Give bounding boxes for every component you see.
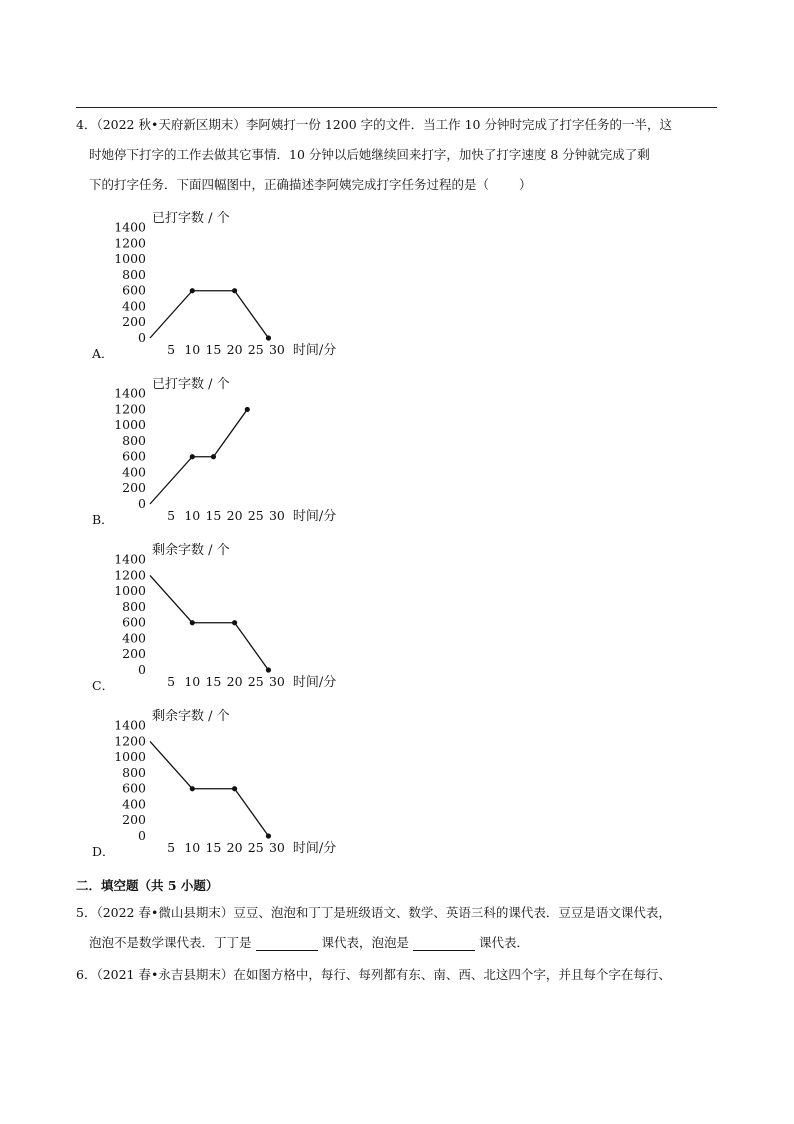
x-tick-label-25: 25 [247,840,264,855]
x-tick-label-25: 25 [247,674,264,689]
x-tick-label-30: 30 [268,674,285,689]
x-tick-label-25: 25 [247,508,264,523]
option-label: B． [92,512,114,524]
x-tick-label-5: 5 [167,508,176,523]
x-tick-label-20: 20 [226,342,243,357]
y-tick-label-1000: 1000 [114,251,146,267]
x-tick-label-5: 5 [167,840,176,855]
question-5-line-2: 泡泡不是数学课代表．丁丁是 课代表，泡泡是 课代表． [89,935,530,950]
series-line [150,409,247,504]
y-tick-label-0: 0 [138,496,146,511]
x-axis-label: 时间/分 [292,509,337,524]
x-tick-label-15: 15 [205,508,222,523]
y-tick-label-800: 800 [122,432,146,448]
x-tick-label-15: 15 [205,342,222,357]
y-tick-label-600: 600 [122,614,146,630]
series-line [150,575,268,670]
x-tick-label-30: 30 [268,508,285,523]
x-tick-label-5: 5 [167,342,176,357]
data-point-1 [190,454,195,459]
y-tick-label-400: 400 [122,298,146,314]
y-tick-label-800: 800 [122,598,146,614]
option-label: A． [92,346,114,358]
question-6 [76,967,726,983]
y-tick-label-200: 200 [122,812,146,828]
y-tick-label-200: 200 [122,646,146,662]
y-tick-label-600: 600 [122,282,146,298]
y-tick-label-600: 600 [122,780,146,796]
x-axis-label: 时间/分 [292,343,337,358]
x-tick-label-15: 15 [205,840,222,855]
x-tick-label-25: 25 [247,342,264,357]
y-tick-label-600: 600 [122,448,146,464]
answer-blank-paopao[interactable] [413,938,475,951]
x-tick-label-10: 10 [184,508,201,523]
y-tick-label-1000: 1000 [114,749,146,765]
data-point-2 [211,454,216,459]
y-tick-label-400: 400 [122,630,146,646]
series-line [150,741,268,836]
y-tick-label-400: 400 [122,796,146,812]
question-6-line-1: 6．（2021 春•永吉县期末）在如图方格中，每行、每列都有东、南、西、北这四个字，并且每个字在每行、 [76,967,671,982]
option-label: C． [92,678,115,690]
question-5-line-1: 5．（2022 春•微山县期末）豆豆、泡泡和丁丁是班级语文、数学、英语三科的课代表．豆豆是语文课代表， [76,905,671,920]
question-5 [76,905,726,951]
y-tick-label-800: 800 [122,764,146,780]
y-tick-label-1400: 1400 [114,551,146,567]
y-tick-label-1400: 1400 [114,219,146,235]
x-tick-label-20: 20 [226,508,243,523]
y-tick-label-1200: 1200 [114,401,146,417]
question-4-line-3: 下的打字任务．下面四幅图中，正确描述李阿姨完成打字任务过程的是（ ） [89,177,532,192]
y-axis-label: 剩余字数 / 个 [152,709,230,724]
y-axis-label: 剩余字数 / 个 [152,543,230,558]
data-point-1 [190,786,195,791]
x-tick-label-30: 30 [268,342,285,357]
data-point-1 [190,620,195,625]
x-tick-label-20: 20 [226,840,243,855]
y-tick-label-800: 800 [122,266,146,282]
x-tick-label-30: 30 [268,840,285,855]
x-axis-label: 时间/分 [292,675,337,690]
chart-option-d [90,704,370,856]
y-tick-label-200: 200 [122,480,146,496]
data-point-3 [266,833,271,838]
data-point-2 [232,288,237,293]
option-label: D． [92,844,115,856]
x-tick-label-10: 10 [184,840,201,855]
series-line [150,291,268,338]
x-tick-label-10: 10 [184,342,201,357]
data-point-1 [190,288,195,293]
chart-option-b [90,372,370,524]
y-tick-label-400: 400 [122,464,146,480]
y-tick-label-0: 0 [138,330,146,345]
y-tick-label-200: 200 [122,314,146,330]
data-point-3 [245,407,250,412]
data-point-2 [232,786,237,791]
y-axis-label: 已打字数 / 个 [152,211,230,226]
question-4-line-1: 4．（2022 秋•天府新区期末）李阿姨打一份 1200 字的文件．当工作 10 分钟时完成了打字任务的一半，这 [76,117,672,132]
x-tick-label-10: 10 [184,674,201,689]
y-tick-label-1000: 1000 [114,417,146,433]
y-axis-label: 已打字数 / 个 [152,377,230,392]
chart-option-c [90,538,370,690]
y-tick-label-0: 0 [138,828,146,843]
y-tick-label-1000: 1000 [114,583,146,599]
header-rule [76,107,717,108]
y-tick-label-1400: 1400 [114,385,146,401]
data-point-3 [266,335,271,340]
y-tick-label-1400: 1400 [114,717,146,733]
x-axis-label: 时间/分 [292,841,337,856]
y-tick-label-1200: 1200 [114,567,146,583]
y-tick-label-1200: 1200 [114,733,146,749]
x-tick-label-15: 15 [205,674,222,689]
y-tick-label-1200: 1200 [114,235,146,251]
chart-option-a [90,206,370,358]
question-4-line-2: 时她停下打字的工作去做其它事情．10 分钟以后她继续回来打字，加快了打字速度 8 分钟就完成了剩 [89,147,650,162]
data-point-3 [266,667,271,672]
question-4 [76,117,726,193]
x-tick-label-20: 20 [226,674,243,689]
y-tick-label-0: 0 [138,662,146,677]
x-tick-label-5: 5 [167,674,176,689]
section-fill-in-blanks-title: 二．填空题（共 5 小题） [76,878,219,893]
answer-blank-dingding[interactable] [256,938,318,951]
data-point-2 [232,620,237,625]
